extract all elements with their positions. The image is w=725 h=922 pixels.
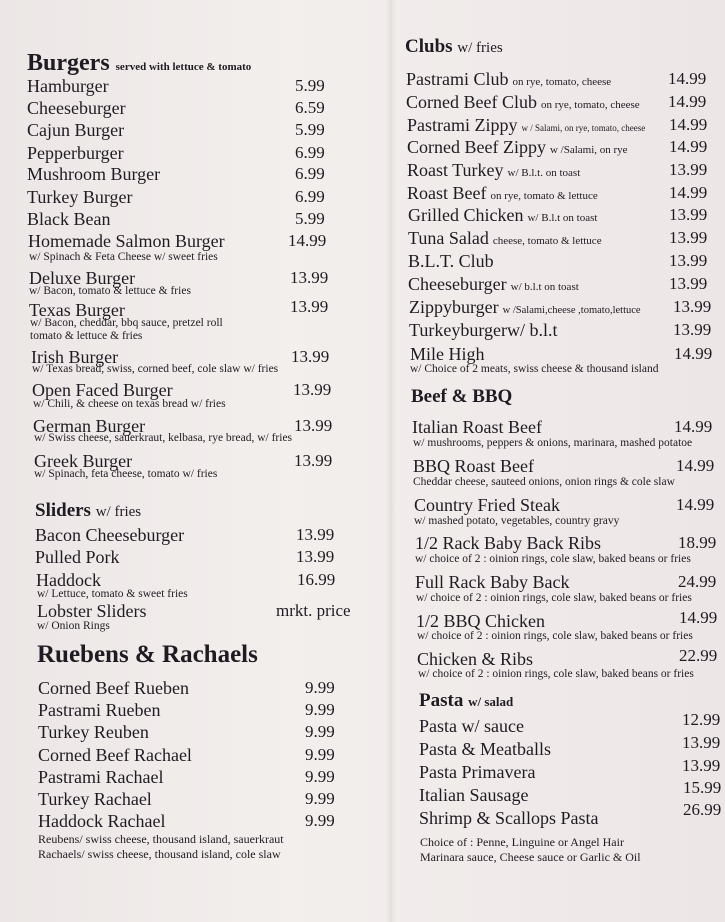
item-name: Black Bean — [27, 209, 111, 229]
item-price: 13.99 — [290, 268, 329, 287]
item-name: Italian Roast Beef — [412, 417, 542, 437]
item-price: 6.59 — [295, 98, 325, 117]
item-price: 6.99 — [295, 187, 325, 206]
item-price: 13.99 — [669, 274, 708, 293]
beef-heading: Beef & BBQ — [411, 386, 513, 407]
menu-item — [419, 778, 722, 806]
item-price: 13.99 — [669, 160, 708, 179]
item-price: 13.99 — [291, 347, 330, 366]
item-desc: w /Salami,cheese ,tomato,lettuce — [502, 305, 641, 316]
item-name: Pastrami Rueben — [38, 700, 161, 720]
clubs-heading — [405, 36, 503, 58]
menu-item — [27, 98, 325, 119]
page-fold — [386, 0, 396, 922]
item-price: 26.99 — [683, 800, 722, 819]
item-name: Pastrami Club — [406, 69, 509, 89]
item-note: w/ choice of 2 : oinion rings, cole slaw, baked beans or fries — [416, 592, 692, 604]
item-note: w/ choice of 2 : oinion rings, cole slaw, baked beans or fries — [418, 668, 694, 680]
menu-item — [38, 700, 335, 721]
item-name: Pasta & Meatballs — [419, 739, 551, 759]
menu-item — [27, 209, 325, 230]
menu-item — [407, 183, 708, 204]
menu-item — [38, 678, 335, 699]
clubs-subtitle: w/ fries — [457, 40, 503, 56]
item-desc: on rye, tomato, cheese — [540, 99, 640, 111]
menu-item — [27, 164, 325, 185]
item-name: Corned Beef Zippy — [407, 137, 546, 157]
item-price: 13.99 — [673, 320, 712, 339]
item-name: Corned Beef Rueben — [38, 678, 189, 698]
pasta-footer-line: Choice of : Penne, Linguine or Angel Hair — [420, 835, 624, 849]
item-price: 13.99 — [669, 228, 708, 247]
item-desc: w / Salami, on rye, tomato, cheese — [521, 123, 646, 133]
item-price: 6.99 — [295, 164, 325, 183]
item-note: w/ Chili, & cheese on texas bread w/ fries — [33, 398, 226, 410]
item-note: w/ Lettuce, tomato & sweet fries — [37, 588, 188, 600]
menu-item — [417, 646, 718, 670]
item-note: w/ mashed potato, vegetables, country gravy — [414, 515, 620, 527]
menu-item — [408, 251, 708, 272]
menu-item — [38, 745, 335, 766]
item-price: 18.99 — [678, 533, 717, 552]
item-name: Pastrami Zippy — [407, 115, 518, 135]
menu-item — [38, 811, 335, 832]
menu-item — [416, 608, 718, 632]
reubens-heading: Ruebens & Rachaels — [37, 641, 258, 668]
item-note: w/ Choice of 2 meats, swiss cheese & thousand island — [410, 363, 659, 375]
item-name: BBQ Roast Beef — [413, 456, 534, 476]
pasta-footer — [420, 835, 641, 865]
item-name: Open Faced Burger — [32, 380, 173, 400]
item-note: w/ Texas bread, swiss, corned beef, cole slaw w/ fries — [32, 363, 279, 375]
item-desc: w/ B.l.t on toast — [527, 212, 598, 224]
item-name: Corned Beef Club — [406, 92, 537, 112]
item-price: 15.99 — [683, 778, 722, 797]
item-price: 5.99 — [295, 76, 325, 95]
sliders-title: Sliders — [35, 500, 91, 521]
item-price: 14.99 — [679, 608, 718, 627]
burgers-heading — [27, 50, 251, 77]
item-name: Pasta Primavera — [419, 762, 536, 782]
menu-item — [415, 572, 717, 593]
pasta-footer-line: Marinara sauce, Cheese sauce or Garlic & Oil — [420, 850, 641, 864]
item-price: 6.99 — [295, 143, 325, 162]
menu-item — [406, 69, 707, 90]
item-price: 14.99 — [674, 344, 713, 363]
menu-item — [419, 710, 721, 737]
item-price: 13.99 — [294, 451, 333, 470]
item-note: w/ Swiss cheese, sauerkraut, kelbasa, rye bread, w/ fries — [34, 432, 293, 444]
item-name: Turkey Burger — [27, 187, 133, 207]
item-name: Haddock — [36, 570, 101, 590]
item-price: 13.99 — [673, 297, 712, 316]
item-price: 9.99 — [305, 678, 335, 697]
item-name: Country Fried Steak — [414, 495, 560, 515]
item-price: 14.99 — [669, 137, 708, 156]
item-price: 9.99 — [305, 745, 335, 764]
item-name: Grilled Chicken — [408, 205, 524, 225]
item-name: Turkeyburgerw/ b.l.t — [409, 320, 558, 340]
item-price: 13.99 — [296, 525, 335, 544]
item-price: 14.99 — [668, 92, 707, 111]
item-name: Turkey Rachael — [38, 789, 152, 809]
menu-item — [419, 733, 721, 760]
sliders-subtitle: w/ fries — [95, 504, 142, 520]
menu-item — [28, 231, 327, 252]
item-name: Pastrami Rachael — [38, 767, 164, 787]
menu-item — [413, 456, 715, 477]
item-name: Hamburger — [27, 76, 109, 96]
menu-item — [407, 160, 708, 181]
item-name: Texas Burger — [29, 300, 125, 320]
menu-item — [415, 533, 717, 554]
item-name: Corned Beef Rachael — [38, 745, 192, 765]
menu-item — [38, 722, 335, 743]
menu-item — [35, 525, 335, 546]
item-name: Roast Turkey — [407, 160, 504, 180]
menu-item — [27, 143, 325, 164]
item-note: w/ choice of 2 : oinion rings, cole slaw, baked beans or fries — [415, 553, 691, 565]
item-note: w/ choice of 2 : oinion rings, cole slaw, baked beans or fries — [417, 630, 693, 642]
menu-item — [412, 417, 713, 438]
item-price: 14.99 — [676, 456, 715, 475]
item-name: Shrimp & Scallops Pasta — [419, 808, 599, 828]
item-name: Chicken & Ribs — [417, 649, 533, 669]
menu-item — [419, 800, 722, 829]
item-price: 14.99 — [288, 231, 327, 250]
item-name: Mushroom Burger — [27, 164, 161, 184]
item-name: Bacon Cheeseburger — [35, 525, 185, 545]
item-name: Roast Beef — [407, 183, 487, 203]
item-note: w/ Spinach & Feta Cheese w/ sweet fries — [29, 251, 218, 263]
sliders-heading — [35, 500, 141, 522]
item-note: Cheddar cheese, sauteed onions, onion rings & cole slaw — [413, 476, 675, 488]
item-note: w/ Spinach, feta cheese, tomato w/ fries — [34, 468, 218, 480]
item-price: 22.99 — [679, 646, 718, 665]
item-name: Greek Burger — [34, 451, 133, 471]
menu-item — [414, 495, 715, 516]
item-name: German Burger — [33, 416, 146, 436]
item-price: 13.99 — [294, 416, 333, 435]
menu-item — [38, 789, 335, 810]
menu-item — [27, 76, 325, 97]
item-price: 14.99 — [674, 417, 713, 436]
menu-item — [35, 547, 335, 568]
item-name: Full Rack Baby Back — [415, 572, 570, 592]
menu-item — [409, 297, 712, 318]
item-price: 9.99 — [305, 767, 335, 786]
item-price: 13.99 — [669, 251, 708, 270]
item-price: 5.99 — [295, 209, 325, 228]
item-name: Cheeseburger — [408, 274, 507, 294]
item-price: 13.99 — [682, 733, 721, 752]
item-price: 14.99 — [669, 115, 708, 134]
item-name: Pulled Pork — [35, 547, 120, 567]
reubens-footer-line: Reubens/ swiss cheese, thousand island, sauerkraut — [38, 832, 284, 846]
pasta-heading — [419, 690, 513, 712]
item-desc: on rye, tomato & lettuce — [490, 190, 598, 202]
item-name: Turkey Reuben — [38, 722, 149, 742]
item-note: tomato & lettuce & fries — [30, 330, 143, 342]
menu-item — [406, 92, 707, 113]
item-desc: w/ B.l.t. on toast — [507, 167, 581, 179]
item-note: w/ Bacon, cheddar, bbq sauce, pretzel roll — [30, 317, 223, 329]
item-note: w/ mushrooms, peppers & onions, marinara, mashed potatoe — [413, 437, 693, 449]
item-desc: w/ b.l.t on toast — [510, 281, 579, 293]
item-name: Tuna Salad — [408, 228, 489, 248]
item-name: Pasta w/ sauce — [419, 716, 524, 736]
clubs-title: Clubs — [405, 36, 453, 57]
item-price: 16.99 — [297, 570, 336, 589]
item-desc: w /Salami, on rye — [549, 144, 628, 156]
menu-item — [37, 601, 351, 622]
menu-item — [408, 274, 708, 295]
item-name: Pepperburger — [27, 143, 124, 163]
menu-item — [38, 767, 335, 788]
menu-item — [410, 344, 713, 365]
item-name: Cajun Burger — [27, 120, 125, 140]
item-price: 13.99 — [296, 547, 335, 566]
item-price: 13.99 — [669, 205, 708, 224]
item-price: 13.99 — [293, 380, 332, 399]
burgers-subtitle: served with lettuce & tomato — [115, 61, 252, 73]
item-desc: on rye, tomato, cheese — [512, 76, 612, 88]
item-note: w/ Bacon, tomato & lettuce & fries — [29, 285, 191, 297]
menu-item — [408, 228, 708, 249]
item-price: 9.99 — [305, 700, 335, 719]
item-price: 9.99 — [305, 789, 335, 808]
item-price: 13.99 — [290, 297, 329, 316]
item-note: w/ Onion Rings — [37, 620, 110, 632]
burgers-title: Burgers — [27, 50, 110, 76]
item-name: Homemade Salmon Burger — [28, 231, 225, 251]
item-name: 1/2 BBQ Chicken — [416, 611, 545, 631]
item-name: Zippyburger — [409, 297, 499, 317]
item-price: 12.99 — [682, 710, 721, 729]
item-name: Deluxe Burger — [29, 268, 136, 288]
pasta-title: Pasta — [419, 690, 464, 711]
pasta-subtitle: w/ salad — [468, 694, 514, 709]
menu-item — [27, 187, 325, 208]
item-name: Italian Sausage — [419, 785, 529, 805]
item-price: 9.99 — [305, 722, 335, 741]
menu-item — [407, 137, 708, 158]
item-name: Mile High — [410, 344, 485, 364]
item-price: 14.99 — [676, 495, 715, 514]
item-name: 1/2 Rack Baby Back Ribs — [415, 533, 601, 553]
item-name: Cheeseburger — [27, 98, 126, 118]
item-name: Lobster Sliders — [37, 601, 147, 621]
item-price: 14.99 — [668, 69, 707, 88]
item-price: 24.99 — [678, 572, 717, 591]
menu-item — [408, 205, 708, 226]
item-price: 9.99 — [305, 811, 335, 830]
item-price: 14.99 — [669, 183, 708, 202]
item-name: Haddock Rachael — [38, 811, 166, 831]
item-price: 5.99 — [295, 120, 325, 139]
menu-item — [419, 756, 721, 783]
item-name: Irish Burger — [31, 347, 119, 367]
rachaels-footer-line: Rachaels/ swiss cheese, thousand island, cole slaw — [38, 847, 281, 861]
item-name: B.L.T. Club — [408, 251, 494, 271]
menu-item — [409, 320, 712, 341]
reubens-footer — [38, 832, 284, 862]
item-price: mrkt. price — [276, 601, 351, 620]
item-price: 13.99 — [682, 756, 721, 775]
menu-item — [407, 115, 708, 136]
menu-item — [27, 120, 325, 141]
item-desc: cheese, tomato & lettuce — [492, 235, 602, 247]
